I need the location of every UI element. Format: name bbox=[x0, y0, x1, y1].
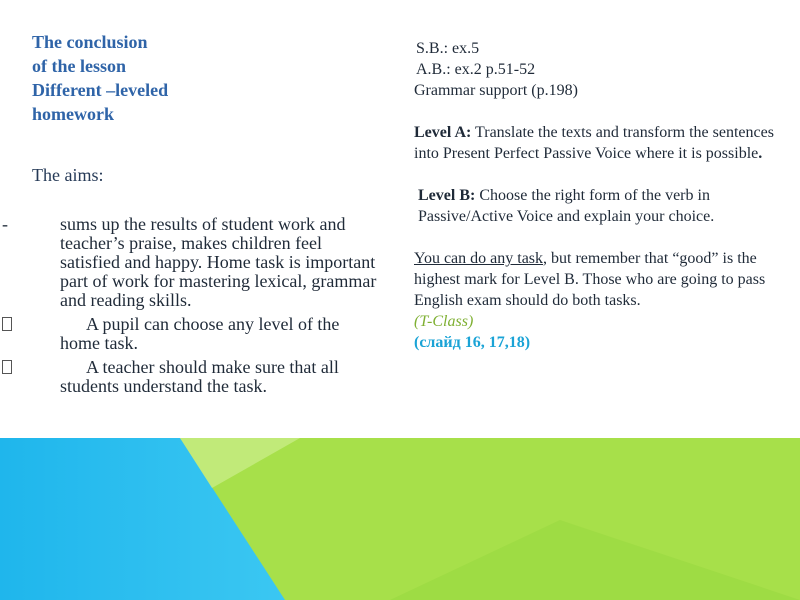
level-b-label: Level B: bbox=[418, 187, 476, 204]
any-task-underlined: You can do any task bbox=[414, 250, 544, 267]
level-a-end: . bbox=[758, 145, 763, 162]
aims-bullet bbox=[2, 214, 377, 310]
aims-heading: The aims: bbox=[32, 165, 104, 185]
missing-glyph-icon bbox=[2, 317, 12, 331]
bullet-text: sums up the results of student work and teacher’s praise, makes children feel satisfied and happy. Home task is important part of work for mastering lexical, grammar and reading skills. bbox=[60, 214, 377, 310]
right-column bbox=[414, 38, 784, 353]
level-b-text: Choose the right form of the verb in Passive/Active Voice and explain your choice. bbox=[418, 187, 715, 225]
title-line: homework bbox=[32, 104, 114, 124]
slide-title bbox=[32, 30, 377, 126]
title-line: Different –leveled bbox=[32, 80, 169, 100]
any-task-block bbox=[414, 248, 784, 311]
aims-bullet bbox=[32, 358, 377, 396]
bullet-text: A pupil can choose any level of the home task. bbox=[60, 314, 340, 353]
aims-bullet bbox=[32, 315, 377, 353]
tclass-label: (T-Class) bbox=[414, 313, 474, 330]
ab-reference: A.B.: ex.2 p.51-52 bbox=[416, 61, 536, 78]
bullet-text: A teacher should make sure that all students understand the task. bbox=[60, 357, 339, 396]
missing-glyph-icon bbox=[2, 360, 12, 374]
grammar-reference: Grammar support (p.198) bbox=[414, 82, 578, 99]
level-b-block bbox=[414, 185, 784, 227]
left-column bbox=[2, 30, 377, 396]
title-line: The conclusion bbox=[32, 32, 148, 52]
sb-reference: S.B.: ex.5 bbox=[416, 40, 480, 57]
level-a-block bbox=[414, 122, 784, 164]
level-a-label: Level A: bbox=[414, 124, 472, 141]
level-a-text: Translate the texts and transform the sentences into Present Perfect Passive Voice where it is possible bbox=[414, 124, 774, 162]
bullet-marker bbox=[2, 315, 26, 334]
title-line: of the lesson bbox=[32, 56, 126, 76]
any-task-rest: , but remember that “good” is the highest mark for Level B. Those who are going to pass English exam should do both tasks. bbox=[414, 250, 766, 309]
slide-reference: (слайд 16, 17,18) bbox=[414, 334, 531, 351]
bullet-marker bbox=[2, 358, 26, 377]
dash-marker: - bbox=[2, 214, 8, 234]
